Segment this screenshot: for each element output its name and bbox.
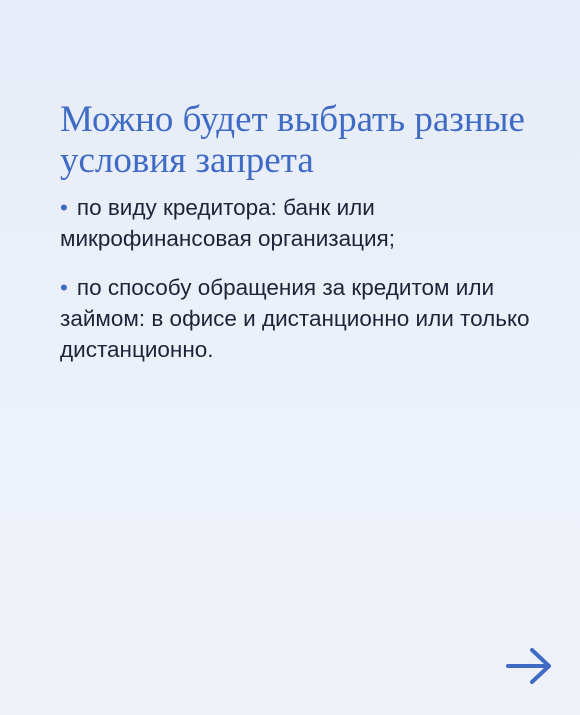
- bullet-text: по способу обращения за кредитом или займом: в офисе и дистанционно или только дистанционно.: [60, 275, 530, 362]
- bullet-dot-icon: •: [60, 195, 68, 220]
- slide-title: Можно будет выбрать разные условия запрета: [60, 99, 525, 181]
- bullet-dot-icon: •: [60, 275, 68, 300]
- next-arrow-button[interactable]: [505, 646, 553, 686]
- arrow-right-icon: [505, 646, 553, 686]
- bullet-item: [60, 192, 540, 254]
- bullet-text: по виду кредитора: банк или микрофинансовая организация;: [60, 195, 395, 251]
- bullet-item: [60, 272, 540, 365]
- bullet-list: [60, 192, 540, 383]
